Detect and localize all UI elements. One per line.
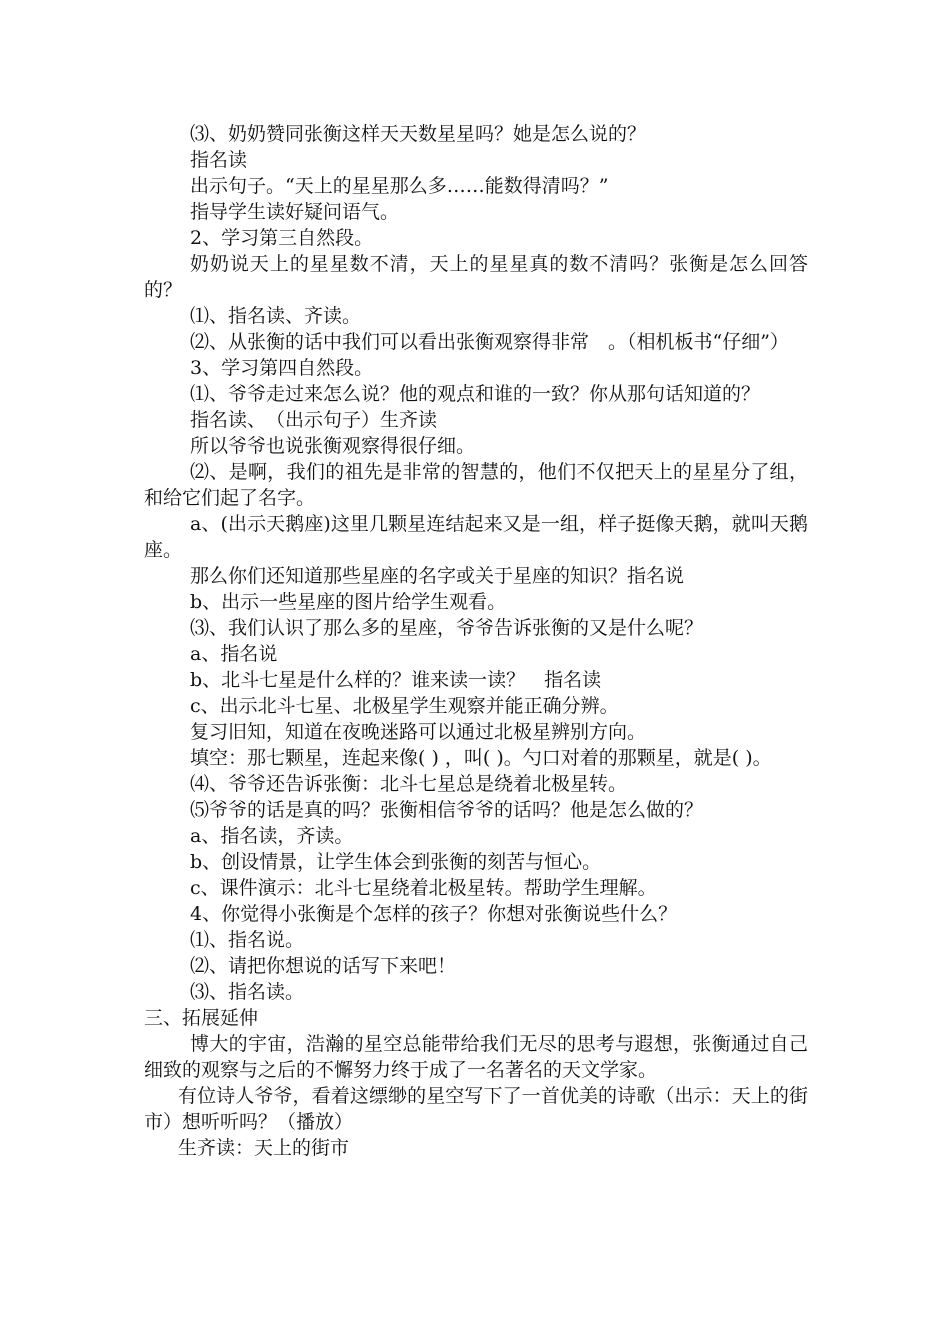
lesson-plan-text <box>144 121 808 1161</box>
paragraph: b、创设情景，让学生体会到张衡的刻苦与恒心。 <box>190 851 602 873</box>
paragraph: 填空：那七颗星，连起来像( ) ，叫( )。勺口对着的那颗星，就是( )。 <box>190 747 772 769</box>
paragraph: 复习旧知，知道在夜晚迷路可以通过北极星辨别方向。 <box>190 721 647 743</box>
paragraph: b、出示一些星座的图片给学生观看。 <box>190 591 507 613</box>
paragraph: 那么你们还知道那些星座的名字或关于星座的知识？指名说 <box>190 565 685 587</box>
paragraph: 三、拓展延伸 <box>144 1007 259 1029</box>
paragraph: b、北斗七星是什么样的？谁来读一读？ 指名读 <box>190 669 602 691</box>
paragraph: 生齐读：天上的街市 <box>178 1137 350 1159</box>
paragraph: a、(出示天鹅座)这里几颗星连结起来又是一组，样子挺像天鹅，就叫天鹅座。 <box>144 513 808 561</box>
paragraph: 4、你觉得小张衡是个怎样的孩子？你想对张衡说些什么？ <box>190 903 678 925</box>
paragraph: 所以爷爷也说张衡观察得很仔细。 <box>190 435 476 457</box>
paragraph: ⑵、请把你想说的话写下来吧！ <box>190 955 457 977</box>
paragraph: 博大的宇宙，浩瀚的星空总能带给我们无尽的思考与遐想，张衡通过自己细致的观察与之后的不懈努力终于成了一名著名的天文学家。 <box>144 1033 808 1081</box>
paragraph: 出示句子。“天上的星星那么多……能数得清吗？” <box>190 175 609 197</box>
paragraph: 指导学生读好疑问语气。 <box>190 201 400 223</box>
paragraph: ⑷、爷爷还告诉张衡：北斗七星总是绕着北极星转。 <box>190 773 628 795</box>
paragraph: ⑶、奶奶赞同张衡这样天天数星星吗？她是怎么说的？ <box>190 123 647 145</box>
paragraph: 3、学习第四自然段。 <box>190 357 374 379</box>
paragraph: 指名读、 （出示句子）生齐读 <box>190 409 438 431</box>
paragraph: c、课件演示：北斗七星绕着北极星转。帮助学生理解。 <box>190 877 657 899</box>
paragraph: 2、学习第三自然段。 <box>190 227 374 249</box>
paragraph: ⑸爷爷的话是真的吗？张衡相信爷爷的话吗？他是怎么做的？ <box>190 799 704 821</box>
paragraph: ⑵、是啊，我们的祖先是非常的智慧的，他们不仅把天上的星星分了组，和给它们起了名字。 <box>144 461 808 509</box>
paragraph: 奶奶说天上的星星数不清，天上的星星真的数不清吗？张衡是怎么回答的？ <box>144 253 808 301</box>
paragraph: ⑴、指名说。 <box>190 929 305 951</box>
paragraph: 指名读 <box>190 149 248 171</box>
paragraph: ⑴、指名读、齐读。 <box>190 305 362 327</box>
paragraph: ⑵、从张衡的话中我们可以看出张衡观察得非常 。（相机板书“仔细”） <box>190 331 789 353</box>
paragraph: a、指名说 <box>190 643 278 665</box>
paragraph: c、出示北斗七星、北极星学生观察并能正确分辨。 <box>190 695 619 717</box>
paragraph: ⑶、指名读。 <box>190 981 305 1003</box>
paragraph: a、指名读，齐读。 <box>190 825 354 847</box>
paragraph: ⑴、爷爷走过来怎么说？他的观点和谁的一致？你从那句话知道的？ <box>190 383 761 405</box>
paragraph: ⑶、我们认识了那么多的星座，爷爷告诉张衡的又是什么呢？ <box>190 617 704 639</box>
paragraph: 有位诗人爷爷，看着这缥缈的星空写下了一首优美的诗歌（出示：天上的街市）想听听吗？（播放） <box>144 1085 808 1133</box>
